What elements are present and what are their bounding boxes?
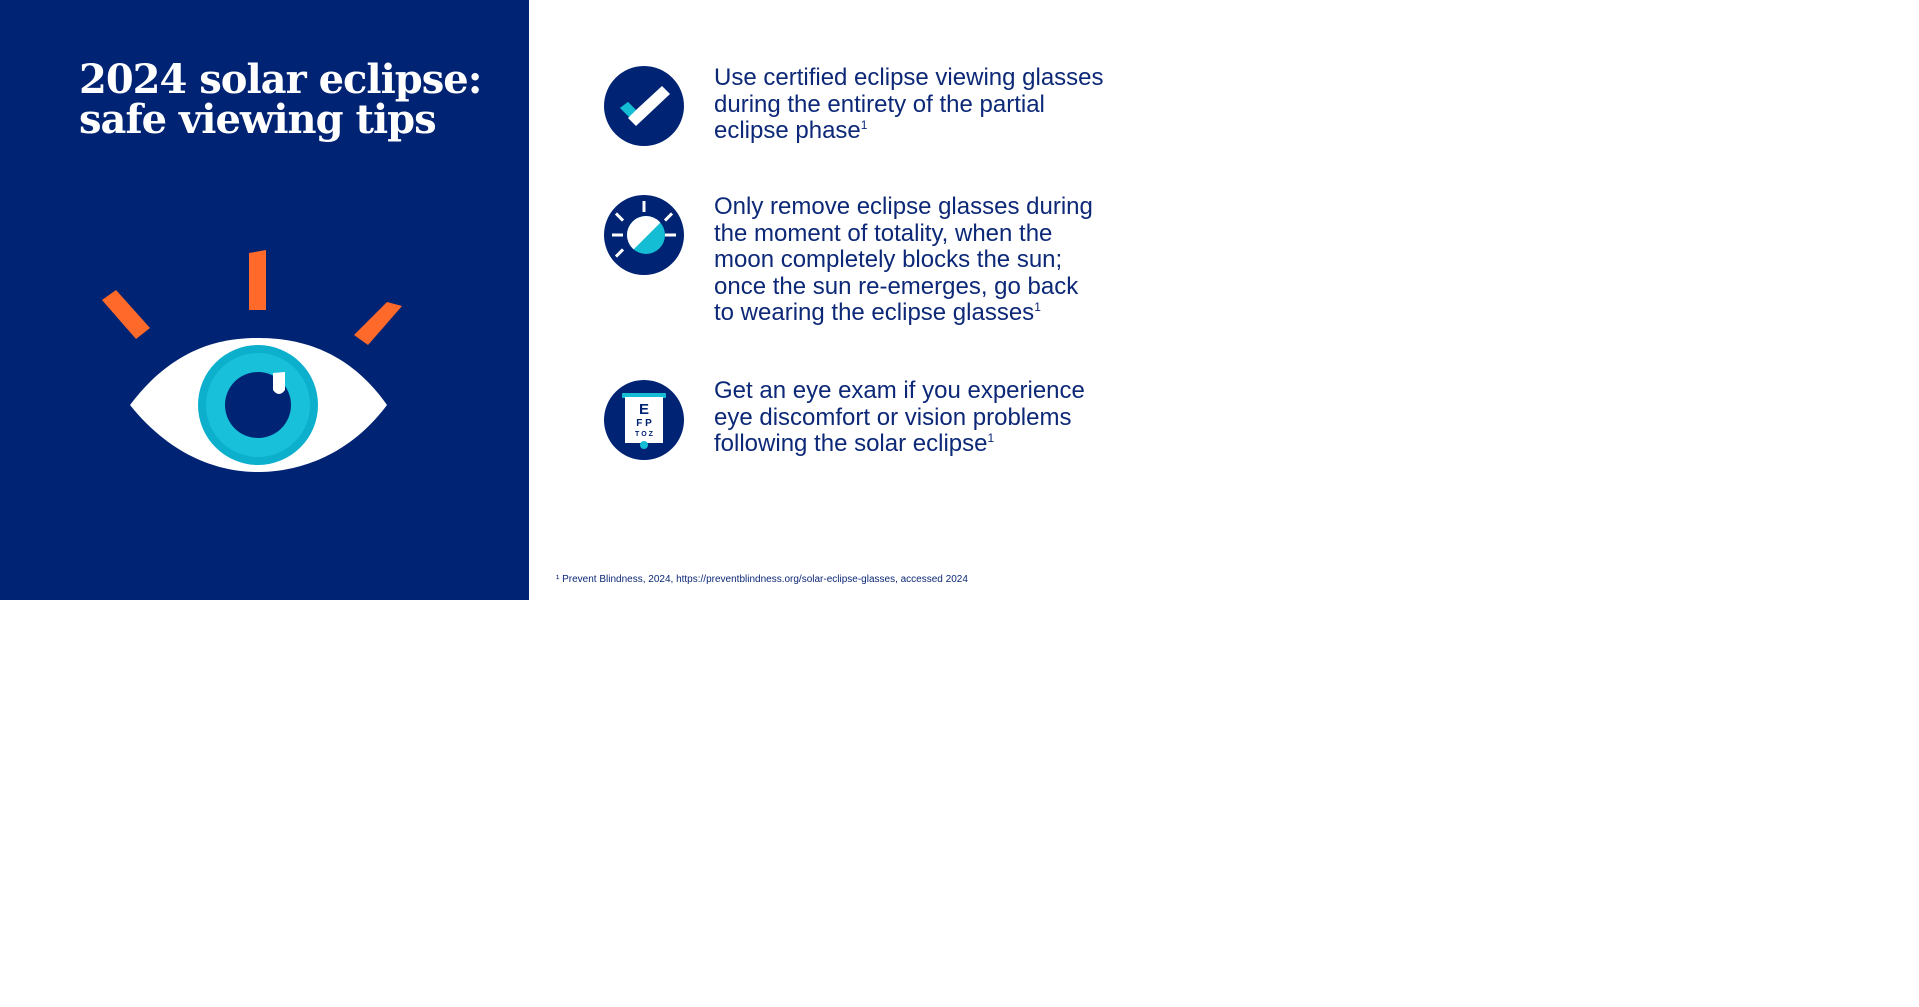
ray-left (102, 290, 150, 339)
tip-text: Get an eye exam if you experience eye discomfort or vision problems following the solar eclipse$^1$ (714, 377, 1085, 457)
eclipse-sun-icon (604, 195, 684, 275)
footnote-citation: ¹ Prevent Blindness, 2024, https://preventblindness.org/solar-eclipse-glasses, accessed 2024 (556, 574, 968, 585)
title-line-2: safe viewing tips (79, 96, 436, 143)
eye-highlight (273, 372, 285, 394)
eye-chart-row-2: F P (636, 418, 652, 429)
tip-text: Use certified eclipse viewing glasses during the entirety of the partial eclipse phase$^1$ (714, 64, 1104, 144)
hero-panel (0, 0, 529, 600)
eye-chart-row-1: E (638, 401, 650, 418)
ray-center (249, 250, 266, 310)
ray-right (354, 302, 402, 345)
footnote-ref: 1 (987, 431, 995, 445)
checkmark-icon (604, 66, 684, 146)
title-line-1: 2024 solar eclipse: (79, 56, 482, 103)
page-title (79, 56, 519, 143)
eye-illustration-icon (90, 240, 430, 490)
eye-chart-row-3: T O Z (635, 431, 653, 438)
eye-chart-icon (604, 380, 684, 460)
footnote-ref: 1 (860, 118, 868, 132)
footnote-ref: 1 (1034, 300, 1041, 314)
tip-text: Only remove eclipse glasses during the moment of totality, when the moon completely blocks the sun; once the sun re-emerges, go back to wearing the eclipse glasses$^1$ (714, 193, 1093, 326)
